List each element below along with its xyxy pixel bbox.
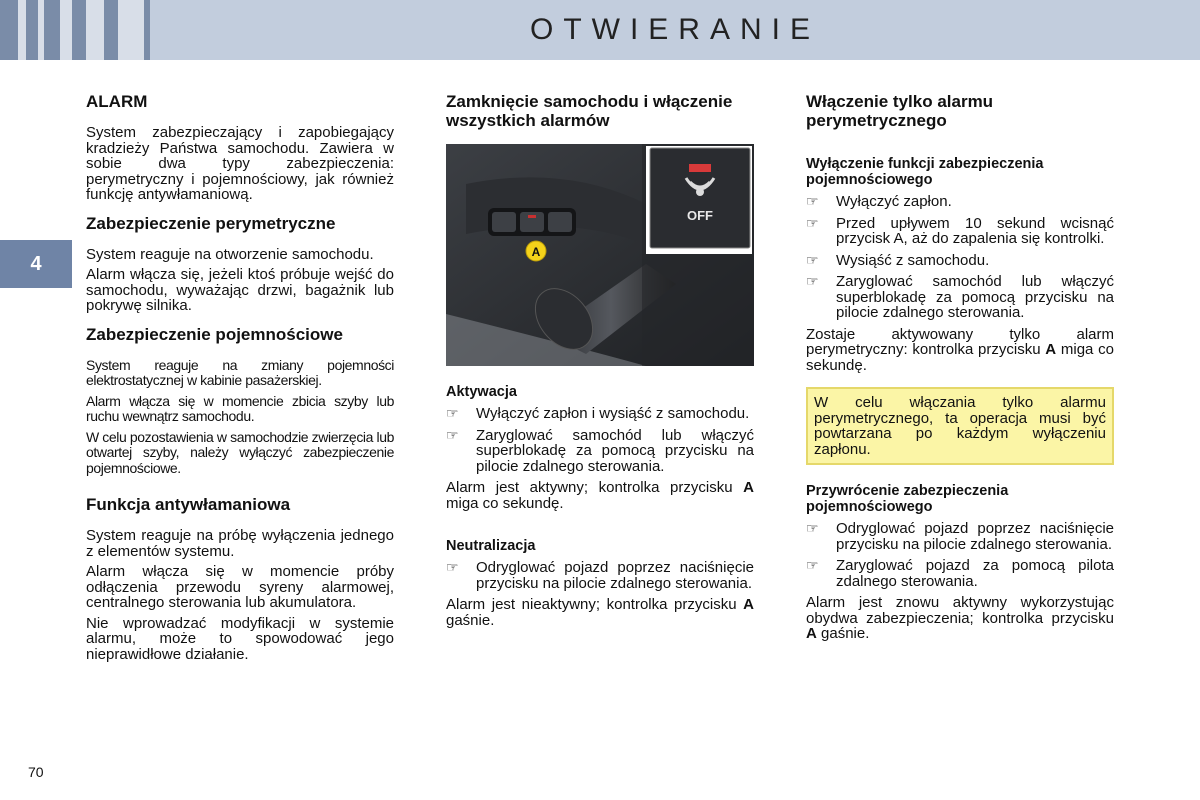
pointing-hand-icon: ☞ <box>806 520 819 536</box>
volume-off-status: Zostaje aktywowany tylko alarm perymetryczny: kontrolka przycisku A miga co sekundę. <box>806 325 1114 374</box>
volume-text-3: W celu pozostawienia w samochodzie zwierzęcia lub otwartej szyby, należy wyłączyć zabezpieczenie pojemnościowe. <box>86 428 394 476</box>
restore-list <box>806 521 1114 589</box>
anti-theft-text-1: System reaguje na próbę wyłączenia jednego z elementów systemu. <box>86 527 394 560</box>
off-led <box>689 164 711 172</box>
column-alarm <box>86 92 394 667</box>
activation-list <box>446 406 754 474</box>
activation-status: Alarm jest aktywny; kontrolka przycisku A miga co sekundę. <box>446 479 754 512</box>
pointing-hand-icon: ☞ <box>446 405 459 421</box>
lock-heading: Zamknięcie samochodu i włączenie wszystkich alarmów <box>446 92 733 130</box>
dashboard-illustration <box>446 144 754 366</box>
pointing-hand-icon: ☞ <box>446 559 459 575</box>
column-lock <box>446 92 754 633</box>
header-stripe <box>38 0 44 60</box>
page-number: 70 <box>28 764 44 780</box>
volume-text-1: System reaguje na zmiany pojemności elektrostatycznej w kabinie pasażerskiej. <box>86 356 394 388</box>
pointing-hand-icon: ☞ <box>806 193 819 209</box>
anti-theft-text-3: Nie wprowadzać modyfikacji w systemie alarmu, może to spowodować jego nieprawidłowe działanie. <box>86 614 394 663</box>
header-stripe <box>60 0 72 60</box>
off-button-zoom <box>650 148 750 248</box>
list-item: ☞ Zaryglować pojazd za pomocą pilota zdalnego sterowania. <box>806 557 1114 590</box>
volume-off-list <box>806 194 1114 321</box>
pointing-hand-icon: ☞ <box>806 557 819 573</box>
restore-status: Alarm jest znowu aktywny wykorzystując obydwa zabezpieczenia; kontrolka przycisku A gaśnie. <box>806 594 1114 642</box>
perimeter-text-2: Alarm włącza się, jeżeli ktoś próbuje wejść do samochodu, wyważając drzwi, bagażnik lub pokrywę silnika. <box>86 266 394 314</box>
column-perimeter-only <box>806 92 1114 647</box>
label-a: A <box>531 245 541 259</box>
pointing-hand-icon: ☞ <box>446 426 459 443</box>
list-item: ☞ Zaryglować samochód lub włączyć superblokadę za pomocą przycisku na pilocie zdalnego sterowania. <box>806 273 1114 321</box>
perimeter-heading: Zabezpieczenie perymetryczne <box>86 213 336 233</box>
pointing-hand-icon: ☞ <box>806 214 819 231</box>
check-button <box>492 212 516 232</box>
perimeter-text-1: System reaguje na otworzenie samochodu. <box>86 245 374 263</box>
chapter-tab: 4 <box>0 240 72 288</box>
pointing-hand-icon: ☞ <box>806 273 819 289</box>
list-item: ☞ Wyłączyć zapłon. <box>806 193 952 210</box>
volume-off-heading: Wyłączenie funkcji zabezpieczenia pojemnościowego <box>806 156 1044 188</box>
list-item: ☞ Odryglować pojazd poprzez naciśnięcie przycisku na pilocie zdalnego sterowania. <box>806 520 1114 553</box>
header-stripe <box>18 0 26 60</box>
perimeter-only-heading: Włączenie tylko alarmu perymetrycznego <box>806 92 994 130</box>
note-text: W celu włączania tylko alarmu perymetrycznego, ta operacja musi być powtarzana po każdym wyłączeniu zapłonu. <box>814 394 1106 458</box>
page-title: OTWIERANIE <box>150 0 1200 60</box>
restore-heading: Przywrócenie zabezpieczenia pojemnościowego <box>806 483 1009 515</box>
anti-theft-text-2: Alarm włącza się w momencie próby odłączenia przewodu syreny alarmowej, centralnego sterowania lub akumulatora. <box>86 563 394 611</box>
neutralization-status: Alarm jest nieaktywny; kontrolka przycisku A gaśnie. <box>446 596 754 629</box>
list-item: ☞ Wyłączyć zapłon i wysiąść z samochodu. <box>446 405 750 422</box>
pointing-hand-icon: ☞ <box>806 251 819 268</box>
alarm-text: System zabezpieczający i zapobiegający kradzieży Państwa samochodu. Zawiera w sobie dwa typy zabezpieczenia: perymetryczny i pojemnościowy, jak również funkcję antywłamaniową. <box>86 124 394 203</box>
neutralization-heading: Neutralizacja <box>446 538 536 554</box>
note-box <box>806 387 1114 465</box>
volume-text-2: Alarm włącza się w momencie zbicia szyby lub ruchu wewnątrz samochodu. <box>86 392 394 424</box>
list-item: ☞ Zaryglować samochód lub włączyć superblokadę za pomocą przycisku na pilocie zdalnego sterowania. <box>446 426 754 475</box>
dashboard-figure <box>446 144 754 366</box>
neutralization-list <box>446 560 754 591</box>
list-item: ☞ Wysiąść z samochodu. <box>806 251 990 269</box>
off-label: OFF <box>687 208 713 223</box>
extra-button <box>548 212 572 232</box>
header-stripe <box>118 0 144 60</box>
anti-theft-heading: Funkcja antywłamaniowa <box>86 495 291 514</box>
alarm-heading: ALARM <box>86 92 148 111</box>
list-item: ☞ Przed upływem 10 sekund wcisnąć przycisk A, aż do zapalenia się kontrolki. <box>806 214 1114 247</box>
list-item: ☞ Odryglować pojazd poprzez naciśnięcie przycisku na pilocie zdalnego sterowania. <box>446 559 754 592</box>
header-stripe <box>86 0 104 60</box>
activation-heading: Aktywacja <box>446 384 517 400</box>
volume-heading: Zabezpieczenie pojemnościowe <box>86 324 343 344</box>
